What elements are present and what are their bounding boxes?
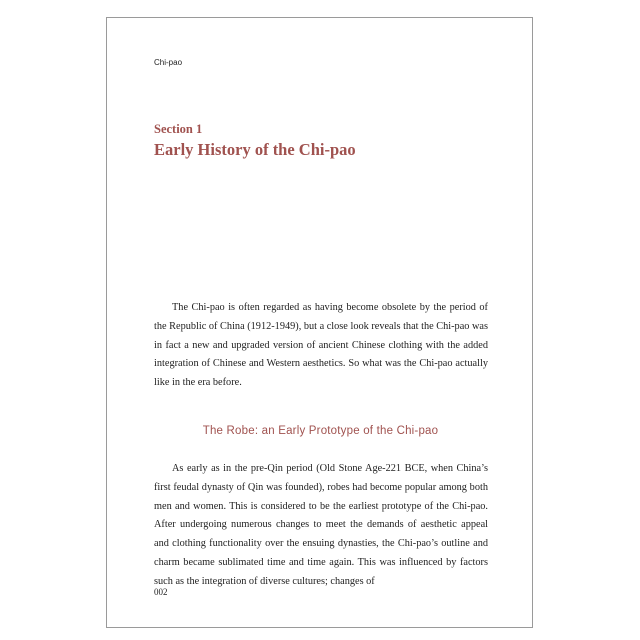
- intro-paragraph: The Chi-pao is often regarded as having become obsolete by the period of the Republic of China (1912-1949), but a close look reveals that the Chi-pao was in fact a new and upgraded version of ancient Chinese clothing with the added integration of Chinese and Western aesthetics. So what was the Chi-pao actually like in the era before.: [154, 302, 488, 389]
- page-number: 002: [154, 587, 168, 597]
- section-title: Early History of the Chi-pao: [154, 140, 356, 159]
- running-head: Chi-pao: [154, 58, 183, 67]
- book-page: [106, 17, 533, 628]
- body-paragraph: As early as in the pre-Qin period (Old Stone Age-221 BCE, when China’s first feudal dynasty of Qin was founded), robes had become popular among both men and women. This is considered to be the earliest prototype of the Chi-pao. After undergoing numerous changes to meet the demands of aesthetic appeal and clothing functionality over the ensuing dynasties, the Chi-pao’s outline and charm became sublimated time and time again. This was influenced by factors such as the integration of diverse cultures; changes of: [154, 463, 488, 587]
- subheading: The Robe: an Early Prototype of the Chi-pao: [202, 425, 439, 437]
- section-label: Section 1: [154, 122, 203, 136]
